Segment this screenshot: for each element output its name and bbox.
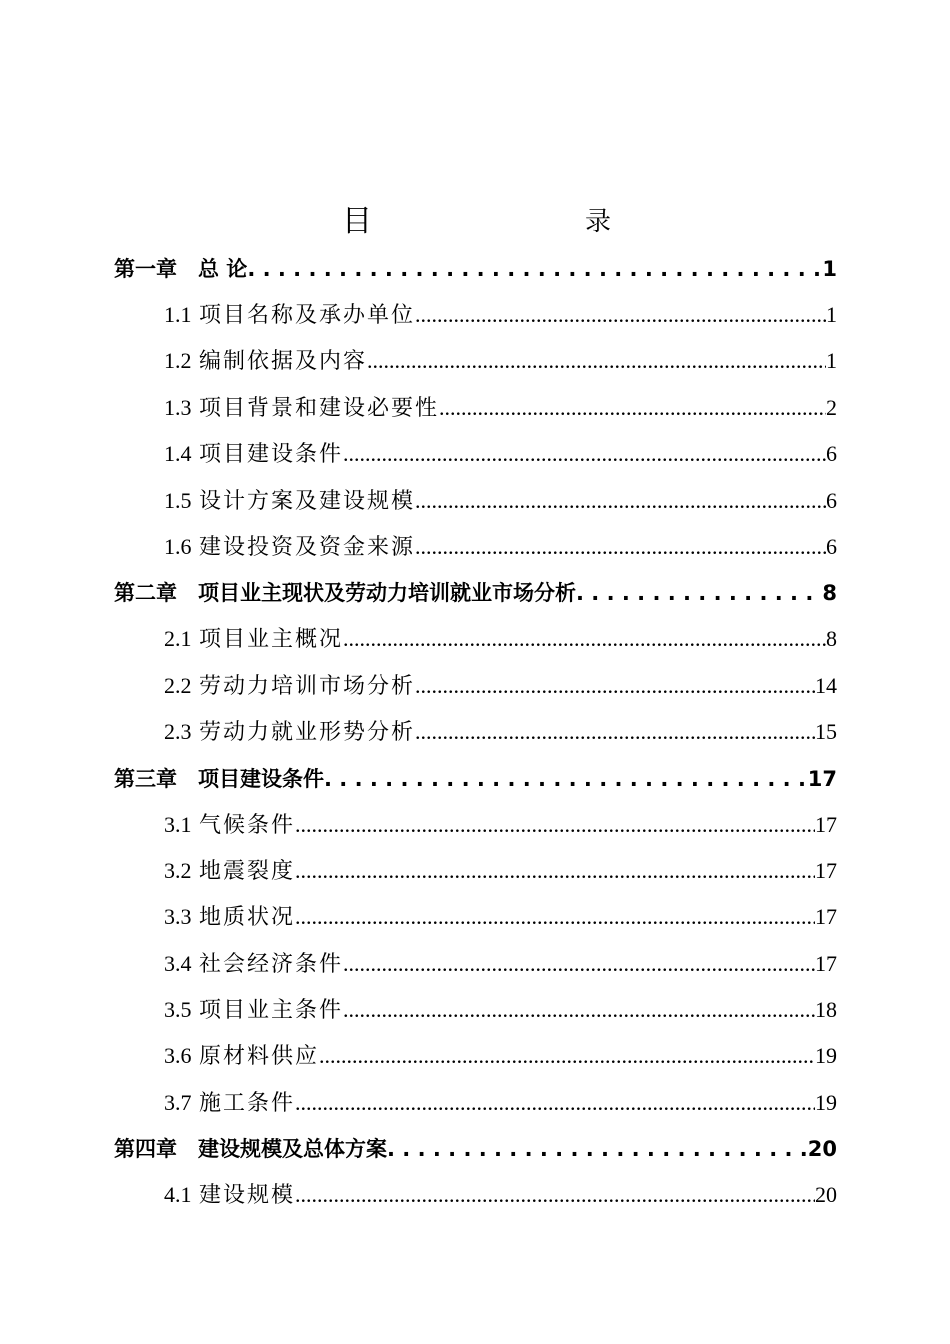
toc-dot-leader [415,524,826,570]
toc-entry-label: 第一章 总 论 [114,257,248,281]
toc-dot-leader [295,848,815,894]
toc-section-entry[interactable] [114,802,837,848]
toc-entry-number: 1.2 [164,348,192,374]
toc-entry-label [164,524,415,570]
toc-chapter-entry[interactable] [114,246,837,292]
toc-entry-title: 设计方案及建设规模 [199,487,416,513]
toc-dot-leader [343,616,826,662]
toc-dot-leader [319,1033,815,1079]
toc-section-entry[interactable] [114,894,837,940]
table-of-contents [114,246,837,1219]
toc-entry-title: 编制依据及内容 [199,348,368,374]
toc-entry-label: 第四章 建设规模及总体方案 [114,1137,387,1162]
toc-dot-leader [387,1126,808,1172]
toc-title-char-2: 录 [585,207,612,237]
toc-entry-number: 4.1 [164,1182,192,1208]
toc-entry-title: 社会经济条件 [199,950,344,976]
toc-dot-leader [343,987,815,1033]
toc-title-char-1: 目 [342,204,372,239]
toc-entry-number: 3.1 [164,811,192,837]
toc-entry-label [164,987,343,1033]
toc-entry-label [164,338,367,384]
toc-entry-number: 3.4 [164,950,192,976]
toc-page-number: 17 [815,904,837,930]
toc-page-number: 20 [815,1182,837,1208]
toc-dot-leader [415,478,826,524]
toc-entry-label [164,1080,295,1126]
toc-page-number: 17 [807,766,837,791]
toc-section-entry[interactable] [114,338,837,384]
toc-page-number: 17 [815,811,837,837]
toc-entry-title: 建设投资及资金来源 [199,533,416,559]
toc-section-entry[interactable] [114,385,837,431]
toc-entry-number: 1.4 [164,441,192,467]
toc-entry-title: 建设规模 [199,1182,296,1208]
toc-page-number: 20 [807,1137,837,1162]
toc-section-entry[interactable] [114,663,837,709]
toc-section-entry[interactable] [114,709,837,755]
toc-entry-label [164,709,415,755]
toc-page-number: 6 [826,533,837,559]
toc-dot-leader [247,246,822,292]
toc-entry-title: 项目业主概况 [199,626,344,652]
toc-entry-label [164,385,439,431]
toc-section-entry[interactable] [114,478,837,524]
toc-dot-leader [295,802,815,848]
toc-dot-leader [343,941,815,987]
toc-dot-leader [343,431,826,477]
toc-section-entry[interactable] [114,292,837,338]
toc-section-entry[interactable] [114,987,837,1033]
toc-section-entry[interactable] [114,616,837,662]
toc-dot-leader [576,570,822,616]
toc-entry-number: 3.7 [164,1089,192,1115]
toc-section-entry[interactable] [114,1033,837,1079]
toc-dot-leader [367,338,826,384]
toc-entry-label: 第二章 项目业主现状及劳动力培训就业市场分析 [114,581,576,606]
toc-entry-number: 1.5 [164,487,192,513]
toc-chapter-entry[interactable] [114,756,837,802]
toc-entry-label [164,292,415,338]
toc-entry-title: 施工条件 [199,1089,296,1115]
toc-entry-number: 3.3 [164,904,192,930]
toc-section-entry[interactable] [114,941,837,987]
toc-entry-title: 项目建设条件 [199,441,344,467]
toc-page-number: 19 [815,1043,837,1069]
toc-section-entry[interactable] [114,1080,837,1126]
toc-entry-label [164,1033,319,1079]
toc-entry-label [164,941,343,987]
toc-entry-title: 原材料供应 [199,1043,320,1069]
toc-entry-title: 劳动力培训市场分析 [199,672,416,698]
toc-section-entry[interactable] [114,848,837,894]
toc-entry-label [164,616,343,662]
toc-dot-leader [415,709,815,755]
toc-page-number: 17 [815,950,837,976]
toc-page-number: 1 [826,348,837,374]
toc-page-number: 1 [822,257,837,281]
toc-entry-title: 地质状况 [199,904,296,930]
toc-dot-leader [439,385,826,431]
toc-entry-number: 1.3 [164,394,192,420]
toc-section-entry[interactable] [114,1172,837,1218]
toc-page-number: 17 [815,857,837,883]
toc-title [0,200,950,244]
toc-entry-number: 1.6 [164,533,192,559]
toc-entry-label [164,894,295,940]
toc-page-number: 6 [826,487,837,513]
toc-dot-leader [324,756,808,802]
toc-dot-leader [295,894,815,940]
toc-page-number: 6 [826,441,837,467]
toc-entry-label [164,1172,295,1218]
toc-page-number: 2 [826,394,837,420]
toc-entry-title: 地震裂度 [199,857,296,883]
toc-entry-label [164,431,343,477]
toc-entry-label [164,478,415,524]
toc-entry-number: 3.6 [164,1043,192,1069]
toc-entry-number: 2.2 [164,672,192,698]
toc-page-number: 1 [826,302,837,327]
toc-dot-leader [415,663,815,709]
toc-entry-number: 3.2 [164,857,192,883]
toc-section-entry[interactable] [114,431,837,477]
toc-entry-title: 项目背景和建设必要性 [199,394,440,420]
toc-entry-title: 项目业主条件 [199,997,344,1023]
toc-page-number: 15 [815,719,837,745]
toc-dot-leader [415,292,826,338]
toc-entry-number: 3.5 [164,997,192,1023]
toc-entry-label: 第三章 项目建设条件 [114,766,324,791]
toc-entry-number: 1.1 [164,302,192,327]
toc-page-number: 19 [815,1089,837,1115]
toc-entry-title: 气候条件 [199,811,296,837]
toc-page-number: 8 [826,626,837,652]
toc-page-number: 14 [815,672,837,698]
toc-entry-label [164,802,295,848]
toc-chapter-entry[interactable] [114,1126,837,1172]
toc-section-entry[interactable] [114,524,837,570]
toc-entry-number: 2.3 [164,719,192,745]
toc-page-number: 8 [822,581,837,606]
toc-entry-label [164,848,295,894]
toc-page-number: 18 [815,997,837,1023]
toc-dot-leader [295,1080,815,1126]
toc-entry-title: 项目名称及承办单位 [199,302,416,327]
toc-entry-title: 劳动力就业形势分析 [199,719,416,745]
toc-chapter-entry[interactable] [114,570,837,616]
toc-entry-label [164,663,415,709]
toc-entry-number: 2.1 [164,626,192,652]
toc-dot-leader [295,1172,815,1218]
